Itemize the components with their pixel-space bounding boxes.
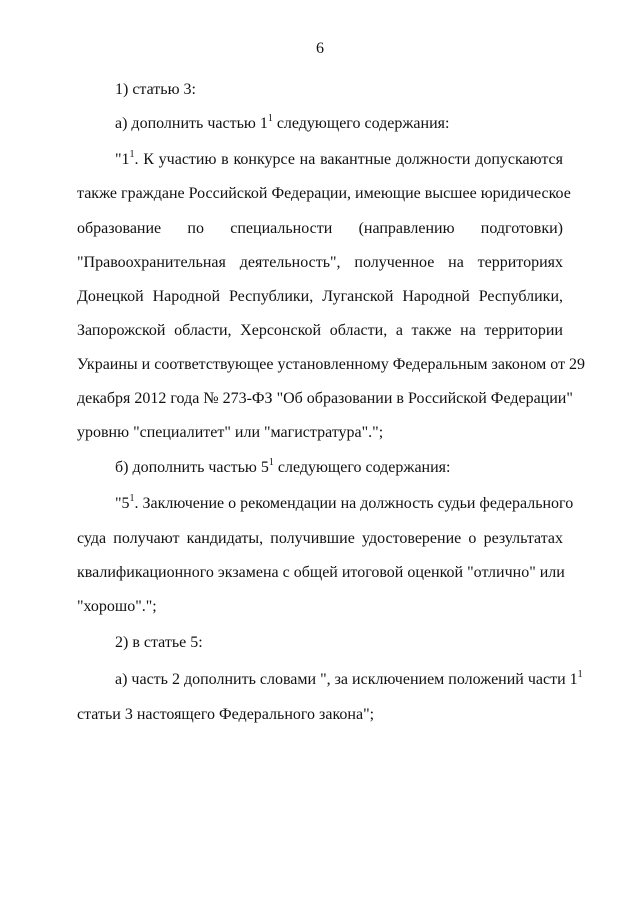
list-item-article-5 — [115, 633, 563, 653]
line-text: "5 — [115, 495, 130, 512]
line-text: "1 — [115, 151, 130, 168]
subitem-a-part-1-1 — [115, 114, 563, 134]
subitem-a-part-2 — [115, 668, 583, 690]
line-text: следующего содержания: — [273, 459, 451, 476]
paragraph-line: Донецкой Народной Республики, Луганской Народной Республики, — [77, 288, 563, 305]
line-text: . К участию в конкурсе на вакантные должности допускаются — [134, 151, 563, 168]
superscript: 1 — [129, 148, 135, 160]
paragraph-line: "хорошо"."; — [77, 598, 157, 615]
line-text: . Заключение о рекомендации на должность судьи федерального — [134, 495, 574, 512]
superscript: 1 — [577, 668, 583, 680]
paragraph-line: также граждане Российской Федерации, имеющие высшее юридическое — [77, 185, 571, 202]
line-text: а) часть 2 дополнить словами ", за исключением положений части 1 — [115, 671, 578, 688]
paragraph-line: суда получают кандидаты, получившие удостоверение о результатах — [77, 530, 563, 547]
line-text: б) дополнить частью 5 — [115, 459, 269, 476]
line-text: следующего содержания: — [272, 115, 450, 132]
page-number: 6 — [316, 40, 324, 57]
paragraph-line — [115, 492, 574, 514]
paragraph-line: статьи 3 настоящего Федерального закона"; — [77, 706, 375, 723]
paragraph-line: образование по специальности (направлению подготовки) — [77, 220, 563, 237]
paragraph-line: декабря 2012 года № 273-ФЗ "Об образовании в Российской Федерации" — [77, 390, 573, 407]
paragraph-line: уровню "специалитет" или "магистратура"."; — [77, 424, 384, 441]
line-text: а) дополнить частью 1 — [115, 115, 268, 132]
paragraph-line: Запорожской области, Херсонской области, а также на территории — [77, 322, 563, 339]
paragraph-line: квалификационного экзамена с общей итоговой оценкой "отлично" или — [77, 564, 565, 581]
line-text: 2) в статье 5: — [115, 634, 203, 651]
subitem-b-part-5-1 — [115, 458, 563, 478]
line-text: 1) статью 3: — [115, 81, 196, 98]
superscript: 1 — [267, 112, 273, 124]
superscript: 1 — [129, 492, 135, 504]
paragraph-line — [115, 150, 563, 170]
superscript: 1 — [268, 456, 274, 468]
paragraph-line: Украины и соответствующее установленному Федеральным законом от 29 — [77, 356, 586, 373]
paragraph-line: "Правоохранительная деятельность", полученное на территориях — [77, 254, 563, 271]
list-item-article-3 — [115, 80, 563, 100]
